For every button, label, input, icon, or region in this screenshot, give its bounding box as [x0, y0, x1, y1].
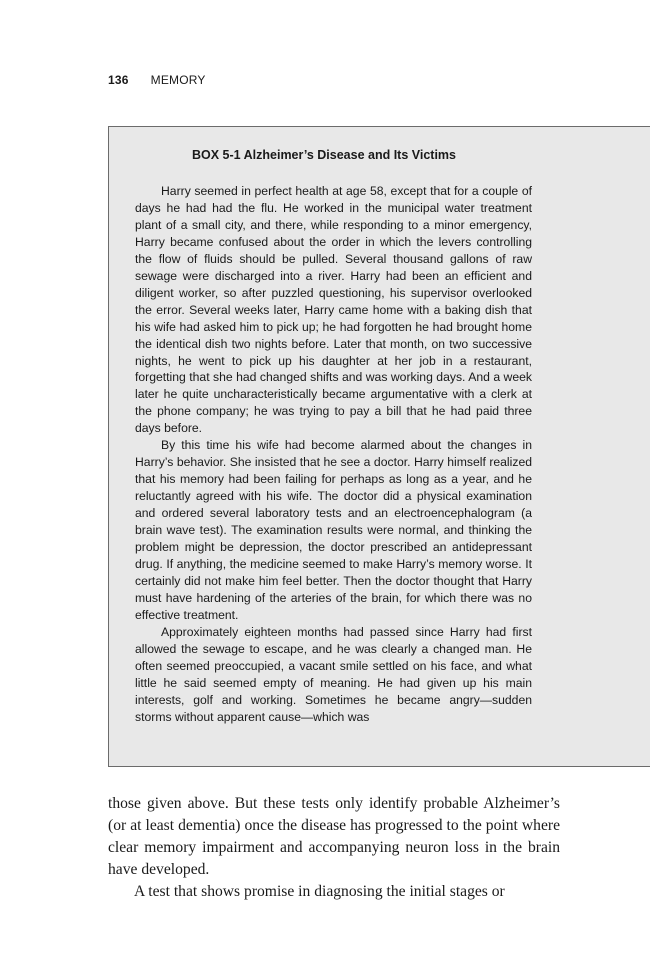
- section-title: MEMORY: [150, 73, 206, 87]
- running-head: [108, 73, 206, 87]
- body-paragraph: those given above. But these tests only identify probable Alzheimer’s (or at least dementia) once the disease has progressed to the point where clear memory impairment and accompanying neuron loss in the brain have developed.: [108, 795, 560, 878]
- body-paragraph: A test that shows promise in diagnosing the initial stages or: [134, 883, 505, 900]
- box-title: BOX 5-1 Alzheimer’s Disease and Its Victims: [192, 148, 457, 162]
- box-paragraph: By this time his wife had become alarmed about the changes in Harry’s behavior. She insisted that he see a doctor. Harry himself realized that his memory had been failing for perhaps as long as a year, and he reluctantly agreed with his wife. The doctor did a physical examination and ordered several laboratory tests and an electroencephalogram (a brain wave test). The examination results were normal, and thinking the problem might be depression, the doctor prescribed an antidepressant drug. If anything, the medicine seemed to make Harry’s memory worse. It certainly did not make him feel better. Then the doctor thought that Harry must have hardening of the arteries of the brain, for which there was no effective treatment.: [135, 438, 532, 622]
- sidebar-box: [108, 126, 650, 767]
- body-text: [108, 793, 560, 903]
- box-text: [135, 183, 532, 726]
- box-paragraph: Approximately eighteen months had passed since Harry had first allowed the sewage to escape, and he was clearly a changed man. He often seemed preoccupied, a vacant smile settled on his face, and what little he said seemed empty of meaning. He had given up his main interests, golf and working. Sometimes he became angry—sudden storms without apparent cause—which was: [135, 624, 532, 724]
- box-paragraph: Harry seemed in perfect health at age 58, except that for a couple of days he had had the flu. He worked in the municipal water treatment plant of a small city, and there, while responding to a minor emergency, Harry became confused about the order in which the levers controlling the flow of fluids should be pulled. Several thousand gallons of raw sewage were discharged into a river. Harry had been an efficient and diligent worker, so after puzzled questioning, his supervisor overlooked the error. Several weeks later, Harry came home with a baking dish that his wife had asked him to pick up; he had forgotten he had brought home the identical dish two nights before. Later that month, on two successive nights, he went to pick up his daughter at her job in a restaurant, forgetting that she had changed shifts and was working days. And a week later he quite uncharacteristically became argumentative with a clerk at the phone company; he was trying to pay a bill that he had paid three days before.: [135, 184, 532, 436]
- page-number: 136: [108, 73, 129, 87]
